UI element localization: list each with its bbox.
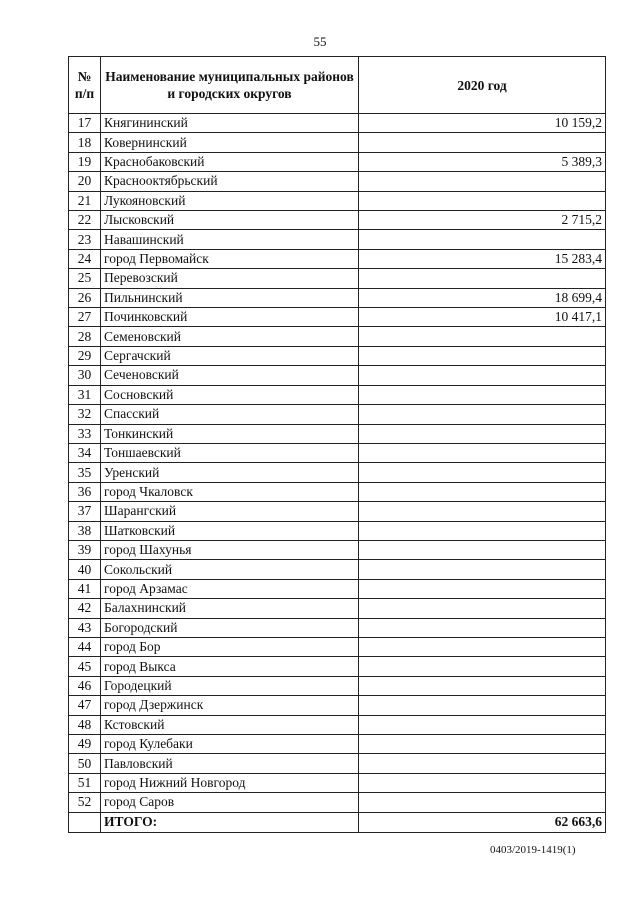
header-year: 2020 год	[359, 57, 606, 114]
row-name: Сокольский	[101, 560, 359, 579]
row-name: Лукояновский	[101, 191, 359, 210]
row-name: Починковский	[101, 308, 359, 327]
row-name: Перевозский	[101, 269, 359, 288]
row-number: 38	[69, 521, 101, 540]
row-number: 22	[69, 211, 101, 230]
row-value	[359, 133, 606, 152]
row-number: 42	[69, 599, 101, 618]
table-row	[69, 191, 606, 210]
row-value	[359, 521, 606, 540]
row-number: 33	[69, 424, 101, 443]
row-name: Семеновский	[101, 327, 359, 346]
table-row	[69, 366, 606, 385]
row-number: 36	[69, 482, 101, 501]
row-number: 17	[69, 114, 101, 133]
row-number: 18	[69, 133, 101, 152]
row-number: 34	[69, 443, 101, 462]
header-name: Наименование муниципальных районов и городских округов	[101, 57, 359, 114]
row-name: город Саров	[101, 793, 359, 812]
row-number: 19	[69, 152, 101, 171]
row-name: Шарангский	[101, 502, 359, 521]
row-value	[359, 443, 606, 462]
row-value	[359, 754, 606, 773]
row-value	[359, 482, 606, 501]
row-value	[359, 405, 606, 424]
row-number: 26	[69, 288, 101, 307]
row-name: город Бор	[101, 637, 359, 656]
row-name: Павловский	[101, 754, 359, 773]
row-number: 40	[69, 560, 101, 579]
row-name: город Нижний Новгород	[101, 773, 359, 792]
row-number: 27	[69, 308, 101, 327]
total-value: 62 663,6	[359, 812, 606, 832]
table-row	[69, 618, 606, 637]
table-row	[69, 114, 606, 133]
table-row	[69, 696, 606, 715]
row-value	[359, 172, 606, 191]
row-number: 51	[69, 773, 101, 792]
row-name: Тонкинский	[101, 424, 359, 443]
table-row	[69, 152, 606, 171]
row-number: 35	[69, 463, 101, 482]
table-row	[69, 715, 606, 734]
table-row	[69, 327, 606, 346]
row-value	[359, 560, 606, 579]
row-name: Сеченовский	[101, 366, 359, 385]
row-name: Сергачский	[101, 346, 359, 365]
row-name: Городецкий	[101, 676, 359, 695]
row-number: 21	[69, 191, 101, 210]
row-value: 15 283,4	[359, 249, 606, 268]
table-row	[69, 424, 606, 443]
table-row	[69, 230, 606, 249]
table-row	[69, 463, 606, 482]
row-name: Уренский	[101, 463, 359, 482]
row-value	[359, 327, 606, 346]
table-row	[69, 540, 606, 559]
table-row	[69, 560, 606, 579]
document-code: 0403/2019-1419(1)	[490, 844, 576, 856]
row-value	[359, 773, 606, 792]
table-row	[69, 676, 606, 695]
table-row	[69, 657, 606, 676]
row-name: город Шахунья	[101, 540, 359, 559]
table-row	[69, 773, 606, 792]
row-value: 18 699,4	[359, 288, 606, 307]
row-name: Пильнинский	[101, 288, 359, 307]
row-value	[359, 385, 606, 404]
budget-table	[68, 56, 606, 833]
table-row	[69, 637, 606, 656]
row-name: город Чкаловск	[101, 482, 359, 501]
table-row	[69, 599, 606, 618]
row-name: Княгининский	[101, 114, 359, 133]
row-name: город Кулебаки	[101, 735, 359, 754]
row-name: город Выкса	[101, 657, 359, 676]
table-row	[69, 754, 606, 773]
row-number: 46	[69, 676, 101, 695]
row-number: 49	[69, 735, 101, 754]
table-row	[69, 521, 606, 540]
row-number: 37	[69, 502, 101, 521]
row-name: Богородский	[101, 618, 359, 637]
row-name: Тоншаевский	[101, 443, 359, 462]
row-value	[359, 502, 606, 521]
total-label: ИТОГО:	[101, 812, 359, 832]
row-value	[359, 599, 606, 618]
row-name: Спасский	[101, 405, 359, 424]
row-value	[359, 676, 606, 695]
row-value	[359, 424, 606, 443]
total-empty-cell	[69, 812, 101, 832]
row-value: 2 715,2	[359, 211, 606, 230]
table-row	[69, 308, 606, 327]
row-value	[359, 657, 606, 676]
row-value: 5 389,3	[359, 152, 606, 171]
table-row	[69, 211, 606, 230]
row-value: 10 159,2	[359, 114, 606, 133]
row-name: Шатковский	[101, 521, 359, 540]
row-number: 25	[69, 269, 101, 288]
table-row	[69, 346, 606, 365]
row-value	[359, 637, 606, 656]
row-name: город Дзержинск	[101, 696, 359, 715]
row-name: Сосновский	[101, 385, 359, 404]
row-name: Навашинский	[101, 230, 359, 249]
table-row	[69, 793, 606, 812]
row-number: 29	[69, 346, 101, 365]
row-number: 31	[69, 385, 101, 404]
row-number: 48	[69, 715, 101, 734]
row-number: 50	[69, 754, 101, 773]
header-number: № п/п	[69, 57, 101, 114]
row-number: 47	[69, 696, 101, 715]
row-value	[359, 540, 606, 559]
row-value	[359, 230, 606, 249]
row-value: 10 417,1	[359, 308, 606, 327]
row-number: 23	[69, 230, 101, 249]
row-value	[359, 269, 606, 288]
row-value	[359, 191, 606, 210]
table-row	[69, 269, 606, 288]
row-number: 45	[69, 657, 101, 676]
row-number: 52	[69, 793, 101, 812]
row-value	[359, 346, 606, 365]
row-value	[359, 735, 606, 754]
table-row	[69, 172, 606, 191]
table-row	[69, 249, 606, 268]
row-number: 24	[69, 249, 101, 268]
row-number: 28	[69, 327, 101, 346]
row-number: 41	[69, 579, 101, 598]
row-value	[359, 618, 606, 637]
table-row	[69, 133, 606, 152]
table-body	[69, 114, 606, 813]
row-number: 43	[69, 618, 101, 637]
row-value	[359, 696, 606, 715]
row-value	[359, 793, 606, 812]
row-name: Кстовский	[101, 715, 359, 734]
table-row	[69, 735, 606, 754]
row-name: Балахнинский	[101, 599, 359, 618]
row-value	[359, 579, 606, 598]
row-number: 20	[69, 172, 101, 191]
table-row	[69, 405, 606, 424]
row-number: 32	[69, 405, 101, 424]
row-name: Краснобаковский	[101, 152, 359, 171]
row-value	[359, 715, 606, 734]
row-name: Ковернинский	[101, 133, 359, 152]
row-value	[359, 366, 606, 385]
row-name: Лысковский	[101, 211, 359, 230]
row-name: Краснооктябрьский	[101, 172, 359, 191]
page-number: 55	[313, 34, 327, 49]
row-name: город Арзамас	[101, 579, 359, 598]
row-name: город Первомайск	[101, 249, 359, 268]
table-row	[69, 502, 606, 521]
row-number: 39	[69, 540, 101, 559]
row-number: 30	[69, 366, 101, 385]
table-header-row	[69, 57, 606, 114]
row-number: 44	[69, 637, 101, 656]
table-row	[69, 385, 606, 404]
table-row	[69, 579, 606, 598]
total-row	[69, 812, 606, 832]
table-row	[69, 482, 606, 501]
table-row	[69, 288, 606, 307]
row-value	[359, 463, 606, 482]
table-row	[69, 443, 606, 462]
